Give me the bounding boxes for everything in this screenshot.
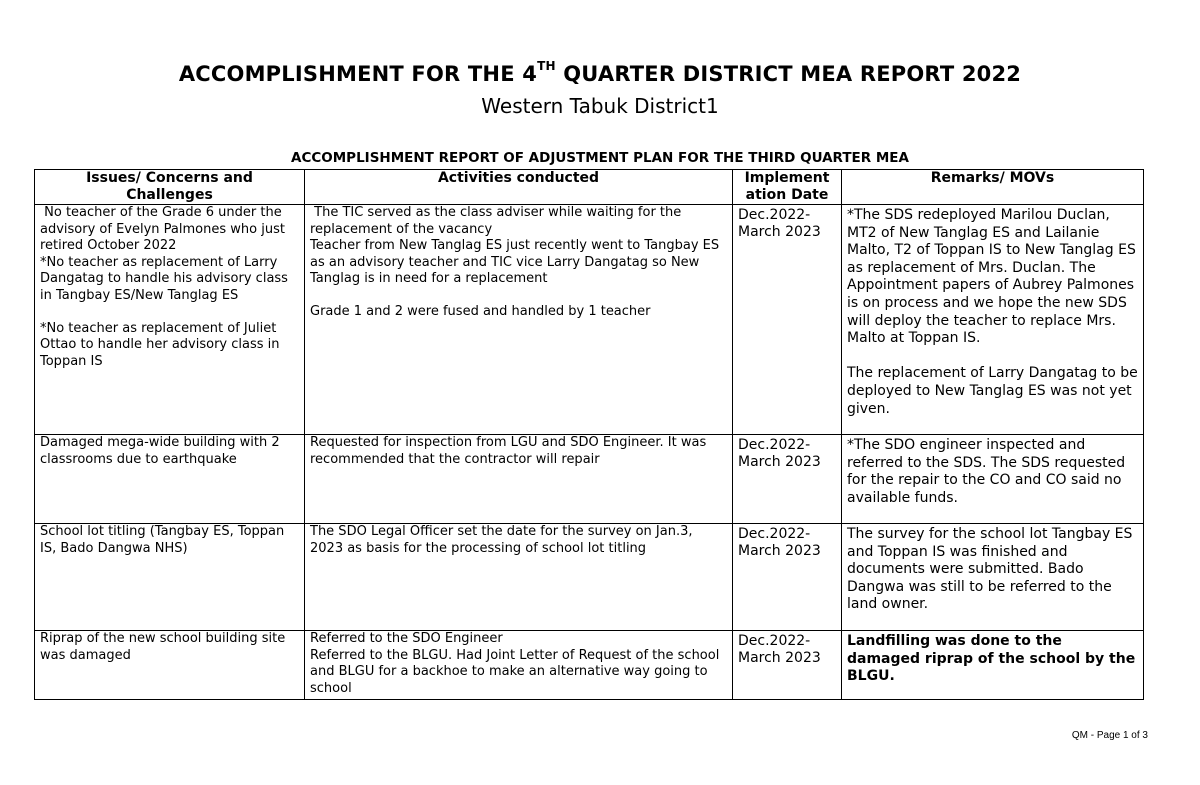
accomplishment-table — [34, 169, 1144, 700]
activity-cell: The TIC served as the class adviser while waiting for the replacement of the vacancy Teacher from New Tanglag ES just recently went to Tangbay ES as an advisory teacher and TIC vice Larry Dangatag so New Tanglag is in need for a replacement Grade 1 and 2 were fused and handled by 1 teacher — [305, 205, 733, 435]
activity-cell: The SDO Legal Officer set the date for the survey on Jan.3, 2023 as basis for the processing of school lot titling — [305, 524, 733, 631]
page-footer: QM - Page 1 of 3 — [1071, 730, 1148, 741]
date-cell: Dec.2022- March 2023 — [733, 631, 842, 700]
issue-cell: Riprap of the new school building site was damaged — [35, 631, 305, 700]
column-header-date: Implement ation Date — [733, 170, 842, 205]
remarks-cell: *The SDS redeployed Marilou Duclan, MT2 of New Tanglag ES and Lailanie Malto, T2 of Toppan IS to New Tanglag ES as replacement of Mrs. Duclan. The Appointment papers of Aubrey Palmones is on process and we hope the new SDS will deploy the teacher to replace Mrs. Malto at Toppan IS. The replacement of Larry Dangatag to be deployed to New Tanglag ES was not yet given. — [842, 205, 1144, 435]
remarks-cell: Landfilling was done to the damaged riprap of the school by the BLGU. — [842, 631, 1144, 700]
remarks-cell: The survey for the school lot Tangbay ES and Toppan IS was finished and documents were submitted. Bado Dangwa was still to be referred to the land owner. — [842, 524, 1144, 631]
date-cell: Dec.2022- March 2023 — [733, 205, 842, 435]
title-text-post: QUARTER DISTRICT MEA REPORT 2022 — [555, 62, 1022, 86]
column-header-remarks: Remarks/ MOVs — [842, 170, 1144, 205]
date-cell: Dec.2022- March 2023 — [733, 435, 842, 524]
title-text-pre: ACCOMPLISHMENT FOR THE 4 — [178, 62, 538, 86]
title-superscript: TH — [537, 59, 556, 73]
date-cell: Dec.2022- March 2023 — [733, 524, 842, 631]
issue-cell: Damaged mega-wide building with 2 classrooms due to earthquake — [35, 435, 305, 524]
issue-cell: School lot titling (Tangbay ES, Toppan IS, Bado Dangwa NHS) — [35, 524, 305, 631]
table-row — [35, 435, 1144, 524]
table-row — [35, 524, 1144, 631]
column-header-activities: Activities conducted — [305, 170, 733, 205]
activity-cell: Requested for inspection from LGU and SDO Engineer. It was recommended that the contractor will repair — [305, 435, 733, 524]
table-header-row — [35, 170, 1144, 205]
document-title — [0, 59, 1200, 86]
column-header-issues: Issues/ Concerns and Challenges — [35, 170, 305, 205]
table-row — [35, 631, 1144, 700]
table-title: ACCOMPLISHMENT REPORT OF ADJUSTMENT PLAN FOR THE THIRD QUARTER MEA — [291, 150, 909, 166]
table-row — [35, 205, 1144, 435]
remarks-cell: *The SDO engineer inspected and referred to the SDS. The SDS requested for the repair to the CO and CO said no available funds. — [842, 435, 1144, 524]
document-subtitle: Western Tabuk District1 — [481, 94, 719, 118]
issue-cell: No teacher of the Grade 6 under the advisory of Evelyn Palmones who just retired October 2022 *No teacher as replacement of Larry Dangatag to handle his advisory class in Tangbay ES/New Tanglag ES *No teacher as replacement of Juliet Ottao to handle her advisory class in Toppan IS — [35, 205, 305, 435]
activity-cell: Referred to the SDO Engineer Referred to the BLGU. Had Joint Letter of Request of the school and BLGU for a backhoe to make an alternative way going to school — [305, 631, 733, 700]
